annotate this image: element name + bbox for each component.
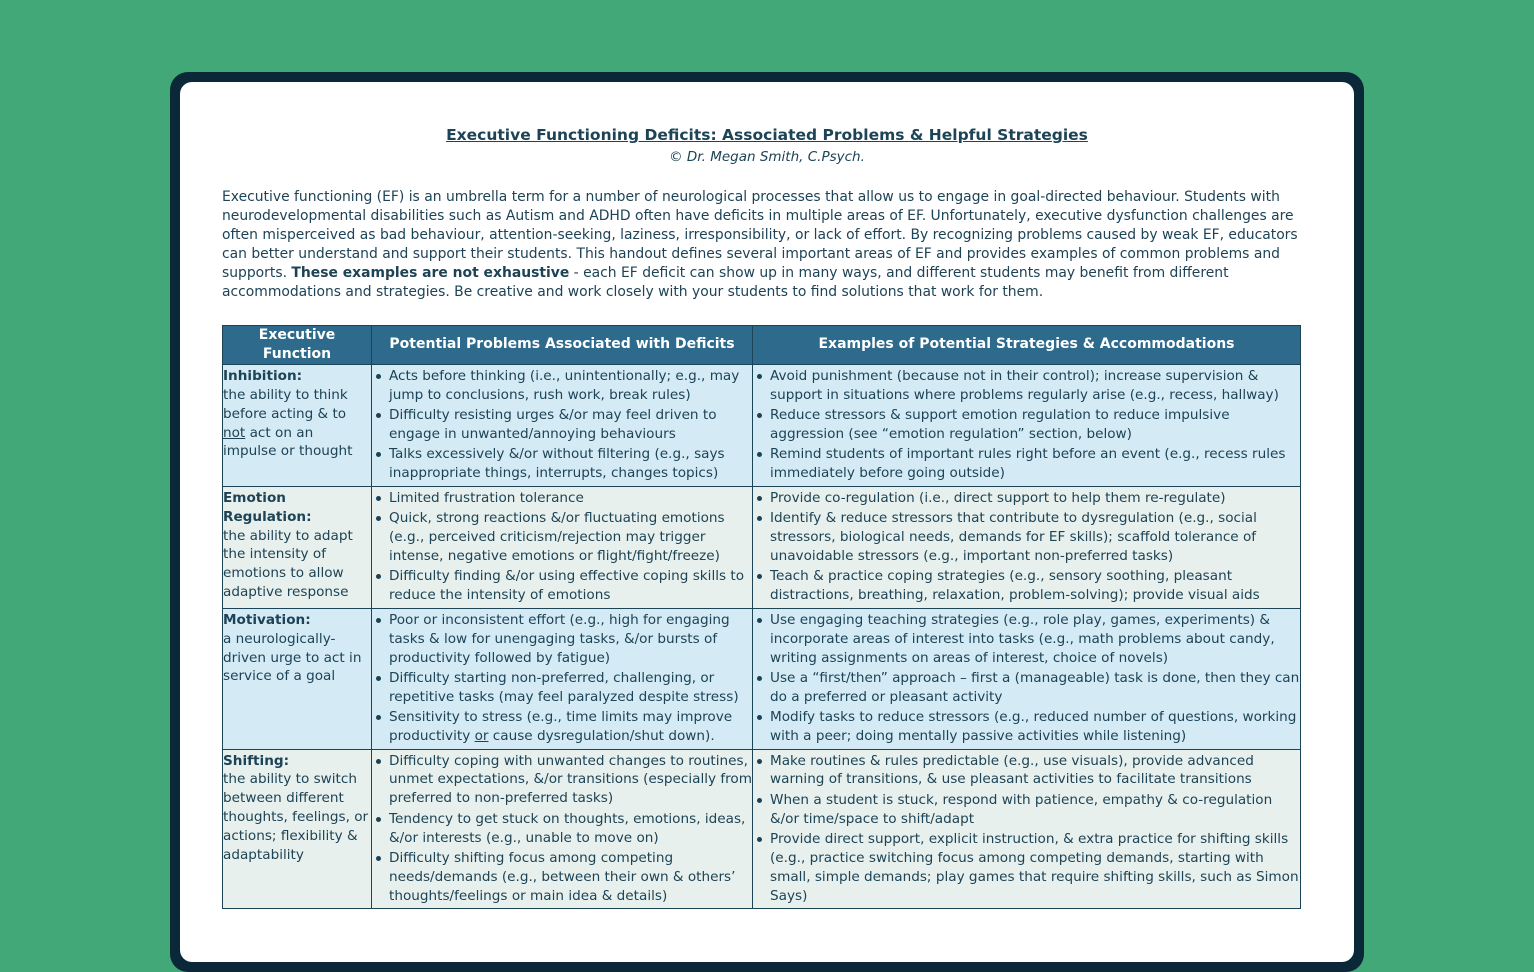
function-name: Motivation: xyxy=(223,611,311,628)
intro-text-2: - each EF deficit can show up in many ways, and different students may benefit from different accommodations and strategies. Be creative and work closely with your students to find solutions that work for them. xyxy=(222,264,1229,300)
document-title: Executive Functioning Deficits: Associated Problems & Helpful Strategies xyxy=(446,126,1088,144)
list-item: Remind students of important rules right before an event (e.g., recess rules immediately before going outside) xyxy=(753,445,1300,483)
table-row-inhibition xyxy=(223,364,1301,486)
list-item: Modify tasks to reduce stressors (e.g., reduced number of questions, working with a peer; doing mentally passive activities while listening) xyxy=(753,708,1300,746)
list-item: Quick, strong reactions &/or fluctuating emotions (e.g., perceived criticism/rejection may trigger intense, negative emotions or flight/fight/freeze) xyxy=(372,509,752,566)
list-item: Difficulty coping with unwanted changes to routines, unmet expectations, &/or transitions (especially from preferred to non-preferred tasks) xyxy=(372,752,752,809)
intro-bold: These examples are not exhaustive xyxy=(291,264,570,281)
list-item: Use a “first/then” approach – first a (manageable) task is done, then they can do a preferred or pleasant activity xyxy=(753,669,1300,707)
function-name: Shifting: xyxy=(223,752,290,769)
list-item: When a student is stuck, respond with patience, empathy & co-regulation &/or time/space to shift/adapt xyxy=(753,791,1300,829)
function-name: Inhibition: xyxy=(223,367,303,384)
list-item: Provide direct support, explicit instruction, & extra practice for shifting skills (e.g., practice switching focus among competing demands, starting with small, simple demands; play games that require shifting skills, such as Simon Says) xyxy=(753,830,1300,906)
item-text: cause dysregulation/shut down). xyxy=(488,728,715,745)
ef-table xyxy=(222,325,1301,909)
problems-cell xyxy=(372,486,753,608)
problems-cell xyxy=(372,608,753,749)
item-underlined: or xyxy=(474,728,489,745)
table-row-emotion-regulation xyxy=(223,486,1301,608)
strategies-list xyxy=(753,752,1300,906)
item-text: Sensitivity to stress (e.g., time limits may improve productivity xyxy=(389,709,733,745)
list-item: Make routines & rules predictable (e.g., use visuals), provide advanced warning of transitions, & use pleasant activities to facilitate transitions xyxy=(753,752,1300,790)
desc-text: act on an impulse or thought xyxy=(223,424,353,460)
function-cell xyxy=(223,486,372,608)
strategies-cell xyxy=(753,486,1301,608)
list-item: Difficulty shifting focus among competing needs/demands (e.g., between their own & others’ thoughts/feelings or main idea & details) xyxy=(372,849,752,906)
list-item: Teach & practice coping strategies (e.g., sensory soothing, pleasant distractions, breathing, relaxation, problem-solving); provide visual aids xyxy=(753,567,1300,605)
header-strategies: Examples of Potential Strategies & Accommodations xyxy=(753,326,1301,365)
list-item: Difficulty starting non-preferred, challenging, or repetitive tasks (may feel paralyzed despite stress) xyxy=(372,669,752,707)
intro-text-1: Executive functioning (EF) is an umbrella term for a number of neurological processes that allow us to engage in goal-directed behaviour. Students with neurodevelopmental disabilities such as Autism and ADHD often have deficits in multiple areas of EF. Unfortunately, executive dysfunction challenges are often misperceived as bad behaviour, attention-seeking, laziness, irresponsibility, or lack of effort. By recognizing problems caused by weak EF, educators can better understand and support their students. This handout defines several important areas of EF and provides examples of common problems and supports. xyxy=(222,189,1298,281)
intro-paragraph xyxy=(222,188,1314,301)
desc-text: the ability to think before acting & to xyxy=(223,386,348,422)
problems-list xyxy=(372,611,752,746)
function-cell xyxy=(223,749,372,909)
function-description: the ability to switch between different thoughts, feelings, or actions; flexibility & adaptability xyxy=(223,771,369,864)
list-item: Provide co-regulation (i.e., direct support to help them re-regulate) xyxy=(753,489,1300,508)
list-item: Acts before thinking (i.e., unintentionally; e.g., may jump to conclusions, rush work, break rules) xyxy=(372,367,752,405)
problems-list xyxy=(372,489,752,605)
strategies-list xyxy=(753,367,1300,483)
list-item: Limited frustration tolerance xyxy=(372,489,752,508)
strategies-cell xyxy=(753,749,1301,909)
list-item xyxy=(372,708,752,746)
function-description: a neurologically-driven urge to act in service of a goal xyxy=(223,630,362,685)
problems-cell xyxy=(372,749,753,909)
list-item: Talks excessively &/or without filtering (e.g., says inappropriate things, interrupts, changes topics) xyxy=(372,445,752,483)
list-item: Difficulty finding &/or using effective coping skills to reduce the intensity of emotions xyxy=(372,567,752,605)
problems-list xyxy=(372,367,752,483)
document-author: © Dr. Megan Smith, C.Psych. xyxy=(669,149,865,165)
document-page xyxy=(180,82,1354,962)
list-item: Difficulty resisting urges &/or may feel driven to engage in unwanted/annoying behaviours xyxy=(372,406,752,444)
function-description xyxy=(223,386,371,462)
strategies-list xyxy=(753,611,1300,746)
list-item: Reduce stressors & support emotion regulation to reduce impulsive aggression (see “emotion regulation” section, below) xyxy=(753,406,1300,444)
problems-cell xyxy=(372,364,753,486)
table-row-shifting xyxy=(223,749,1301,909)
table-row-motivation xyxy=(223,608,1301,749)
function-cell xyxy=(223,608,372,749)
list-item: Poor or inconsistent effort (e.g., high for engaging tasks & low for unengaging tasks, &/or bursts of productivity followed by fatigue) xyxy=(372,611,752,668)
table-header-row xyxy=(223,326,1301,365)
function-cell xyxy=(223,364,372,486)
list-item: Avoid punishment (because not in their control); increase supervision & support in situations where problems regularly arise (e.g., recess, hallway) xyxy=(753,367,1300,405)
desc-underlined: not xyxy=(223,424,246,441)
header-problems: Potential Problems Associated with Deficits xyxy=(372,326,753,365)
list-item: Use engaging teaching strategies (e.g., role play, games, experiments) & incorporate areas of interest into tasks (e.g., math problems about candy, writing assignments on areas of interest, choice of novels) xyxy=(753,611,1300,668)
function-description: the ability to adapt the intensity of emotions to allow adaptive response xyxy=(223,527,353,601)
strategies-cell xyxy=(753,364,1301,486)
list-item: Identify & reduce stressors that contribute to dysregulation (e.g., social stressors, biological needs, demands for EF skills); scaffold tolerance of unavoidable stressors (e.g., important non-preferred tasks) xyxy=(753,509,1300,566)
header-executive-function: Executive Function xyxy=(223,326,372,365)
strategies-list xyxy=(753,489,1300,605)
problems-list xyxy=(372,752,752,906)
list-item: Tendency to get stuck on thoughts, emotions, ideas, &/or interests (e.g., unable to move on) xyxy=(372,810,752,848)
function-name: Emotion Regulation: xyxy=(223,489,312,525)
strategies-cell xyxy=(753,608,1301,749)
